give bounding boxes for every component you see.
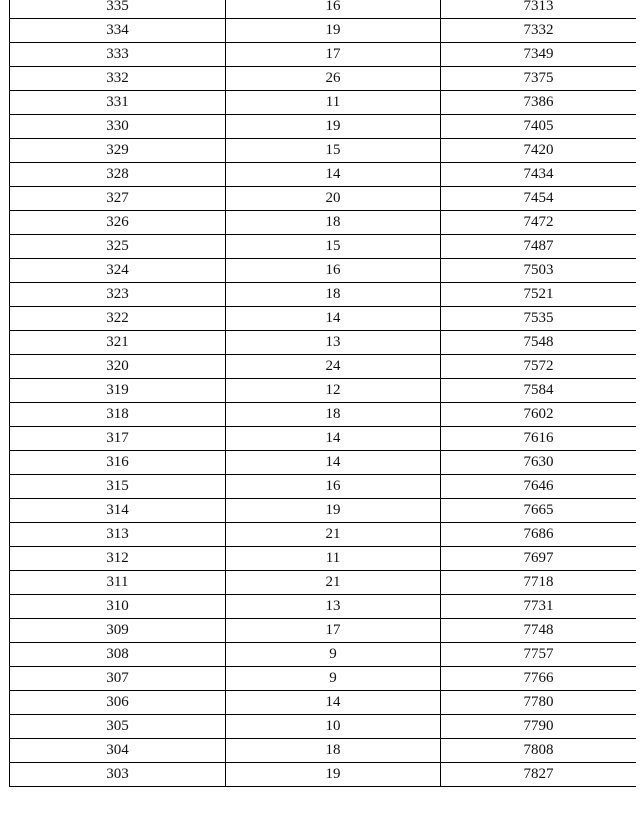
count-cell: 16 xyxy=(226,475,441,499)
table-row xyxy=(10,667,637,691)
cumulative-cell: 7405 xyxy=(441,115,637,139)
count-cell: 12 xyxy=(226,379,441,403)
count-cell: 18 xyxy=(226,403,441,427)
count-cell: 10 xyxy=(226,715,441,739)
count-cell: 11 xyxy=(226,547,441,571)
score-cell: 332 xyxy=(10,67,226,91)
cumulative-cell: 7748 xyxy=(441,619,637,643)
score-cell: 322 xyxy=(10,307,226,331)
score-cell: 305 xyxy=(10,715,226,739)
score-cell: 314 xyxy=(10,499,226,523)
table-row xyxy=(10,427,637,451)
count-cell: 9 xyxy=(226,643,441,667)
cumulative-cell: 7616 xyxy=(441,427,637,451)
score-cell: 334 xyxy=(10,19,226,43)
score-table xyxy=(9,0,636,787)
cumulative-cell: 7686 xyxy=(441,523,637,547)
cumulative-cell: 7548 xyxy=(441,331,637,355)
score-cell: 308 xyxy=(10,643,226,667)
score-cell: 326 xyxy=(10,211,226,235)
count-cell: 15 xyxy=(226,139,441,163)
count-cell: 11 xyxy=(226,91,441,115)
score-table-body xyxy=(10,0,637,787)
table-row xyxy=(10,691,637,715)
cumulative-cell: 7630 xyxy=(441,451,637,475)
cumulative-cell: 7646 xyxy=(441,475,637,499)
table-row xyxy=(10,619,637,643)
score-cell: 318 xyxy=(10,403,226,427)
table-row xyxy=(10,139,637,163)
document-page xyxy=(9,0,636,813)
score-cell: 328 xyxy=(10,163,226,187)
count-cell: 21 xyxy=(226,523,441,547)
table-row xyxy=(10,739,637,763)
table-row xyxy=(10,475,637,499)
cumulative-cell: 7757 xyxy=(441,643,637,667)
table-row xyxy=(10,187,637,211)
cumulative-cell: 7572 xyxy=(441,355,637,379)
table-row xyxy=(10,115,637,139)
count-cell: 14 xyxy=(226,451,441,475)
score-cell: 313 xyxy=(10,523,226,547)
score-cell: 335 xyxy=(10,0,226,19)
score-cell: 333 xyxy=(10,43,226,67)
table-row xyxy=(10,0,637,19)
cumulative-cell: 7780 xyxy=(441,691,637,715)
cumulative-cell: 7697 xyxy=(441,547,637,571)
table-row xyxy=(10,259,637,283)
cumulative-cell: 7454 xyxy=(441,187,637,211)
table-row xyxy=(10,43,637,67)
table-row xyxy=(10,715,637,739)
count-cell: 19 xyxy=(226,19,441,43)
count-cell: 26 xyxy=(226,67,441,91)
table-row xyxy=(10,451,637,475)
cumulative-cell: 7375 xyxy=(441,67,637,91)
score-cell: 311 xyxy=(10,571,226,595)
table-row xyxy=(10,283,637,307)
cumulative-cell: 7420 xyxy=(441,139,637,163)
count-cell: 14 xyxy=(226,307,441,331)
count-cell: 19 xyxy=(226,499,441,523)
table-row xyxy=(10,163,637,187)
count-cell: 14 xyxy=(226,691,441,715)
cumulative-cell: 7313 xyxy=(441,0,637,19)
count-cell: 13 xyxy=(226,595,441,619)
cumulative-cell: 7665 xyxy=(441,499,637,523)
count-cell: 14 xyxy=(226,163,441,187)
cumulative-cell: 7487 xyxy=(441,235,637,259)
score-cell: 309 xyxy=(10,619,226,643)
score-cell: 306 xyxy=(10,691,226,715)
table-row xyxy=(10,403,637,427)
cumulative-cell: 7827 xyxy=(441,763,637,787)
score-cell: 307 xyxy=(10,667,226,691)
count-cell: 17 xyxy=(226,619,441,643)
cumulative-cell: 7349 xyxy=(441,43,637,67)
count-cell: 19 xyxy=(226,763,441,787)
table-row xyxy=(10,499,637,523)
count-cell: 18 xyxy=(226,739,441,763)
count-cell: 17 xyxy=(226,43,441,67)
count-cell: 16 xyxy=(226,0,441,19)
score-cell: 329 xyxy=(10,139,226,163)
table-row xyxy=(10,235,637,259)
count-cell: 18 xyxy=(226,283,441,307)
score-cell: 327 xyxy=(10,187,226,211)
table-row xyxy=(10,763,637,787)
score-cell: 312 xyxy=(10,547,226,571)
cumulative-cell: 7535 xyxy=(441,307,637,331)
count-cell: 13 xyxy=(226,331,441,355)
score-cell: 321 xyxy=(10,331,226,355)
table-row xyxy=(10,547,637,571)
cumulative-cell: 7503 xyxy=(441,259,637,283)
count-cell: 16 xyxy=(226,259,441,283)
cumulative-cell: 7790 xyxy=(441,715,637,739)
cumulative-cell: 7434 xyxy=(441,163,637,187)
table-row xyxy=(10,19,637,43)
cumulative-cell: 7718 xyxy=(441,571,637,595)
cumulative-cell: 7521 xyxy=(441,283,637,307)
table-row xyxy=(10,379,637,403)
score-cell: 317 xyxy=(10,427,226,451)
table-row xyxy=(10,331,637,355)
score-cell: 315 xyxy=(10,475,226,499)
table-row xyxy=(10,67,637,91)
table-row xyxy=(10,355,637,379)
count-cell: 9 xyxy=(226,667,441,691)
table-row xyxy=(10,571,637,595)
score-cell: 319 xyxy=(10,379,226,403)
score-cell: 331 xyxy=(10,91,226,115)
count-cell: 21 xyxy=(226,571,441,595)
table-row xyxy=(10,307,637,331)
count-cell: 19 xyxy=(226,115,441,139)
cumulative-cell: 7602 xyxy=(441,403,637,427)
score-cell: 316 xyxy=(10,451,226,475)
cumulative-cell: 7332 xyxy=(441,19,637,43)
score-cell: 323 xyxy=(10,283,226,307)
count-cell: 18 xyxy=(226,211,441,235)
table-row xyxy=(10,91,637,115)
cumulative-cell: 7766 xyxy=(441,667,637,691)
count-cell: 14 xyxy=(226,427,441,451)
table-row xyxy=(10,643,637,667)
cumulative-cell: 7584 xyxy=(441,379,637,403)
score-cell: 324 xyxy=(10,259,226,283)
table-row xyxy=(10,595,637,619)
score-cell: 325 xyxy=(10,235,226,259)
score-cell: 304 xyxy=(10,739,226,763)
table-row xyxy=(10,211,637,235)
cumulative-cell: 7386 xyxy=(441,91,637,115)
score-cell: 303 xyxy=(10,763,226,787)
score-cell: 310 xyxy=(10,595,226,619)
table-row xyxy=(10,523,637,547)
score-cell: 320 xyxy=(10,355,226,379)
count-cell: 20 xyxy=(226,187,441,211)
cumulative-cell: 7472 xyxy=(441,211,637,235)
cumulative-cell: 7731 xyxy=(441,595,637,619)
count-cell: 24 xyxy=(226,355,441,379)
score-cell: 330 xyxy=(10,115,226,139)
count-cell: 15 xyxy=(226,235,441,259)
cumulative-cell: 7808 xyxy=(441,739,637,763)
